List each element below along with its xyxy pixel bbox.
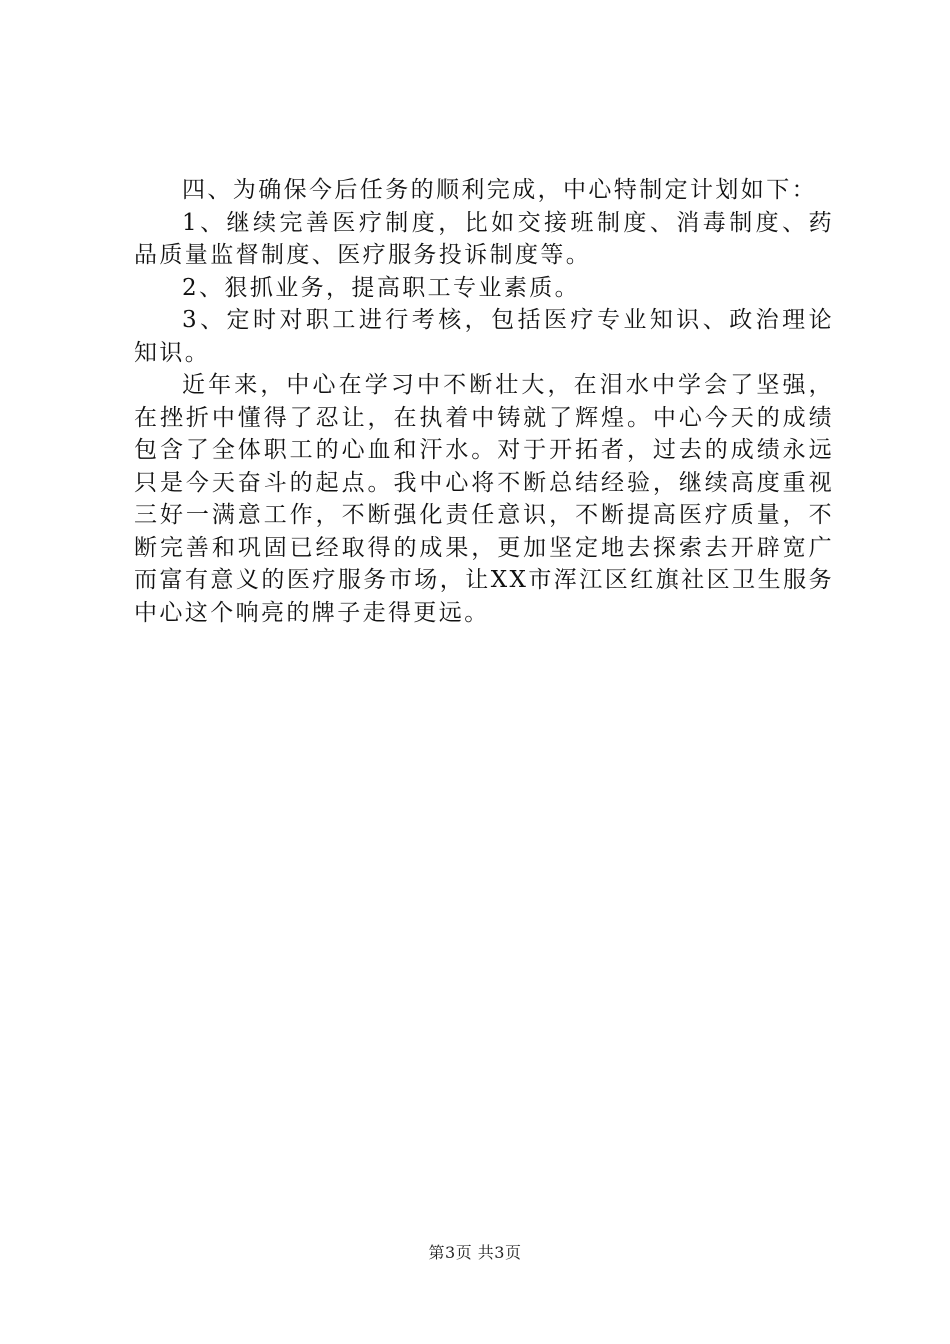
document-body (134, 174, 834, 629)
page-number-footer: 第3页 共3页 (428, 1243, 522, 1262)
conclusion-paragraph: 近年来，中心在学习中不断壮大，在泪水中学会了坚强，在挫折中懂得了忍让，在执着中铸就了辉煌。中心今天的成绩包含了全体职工的心血和汗水。对于开拓者，过去的成绩永远只是今天奋斗的起点。我中心将不断总结经验，继续高度重视三好一满意工作，不断强化责任意识，不断提高医疗质量，不断完善和巩固已经取得的成果，更加坚定地去探索去开辟宽广而富有意义的医疗服务市场，让XX市浑江区红旗社区卫生服务中心这个响亮的牌子走得更远。 (134, 372, 834, 626)
plan-heading-paragraph: 四、为确保今后任务的顺利完成，中心特制定计划如下： (182, 177, 817, 203)
plan-item-3-paragraph: 3、定时对职工进行考核，包括医疗专业知识、政治理论知识。 (134, 307, 834, 366)
plan-item-1-paragraph: 1、继续完善医疗制度，比如交接班制度、消毒制度、药品质量监督制度、医疗服务投诉制度等。 (134, 209, 834, 268)
plan-item-2-paragraph: 2、狠抓业务，提高职工专业素质。 (182, 274, 581, 301)
